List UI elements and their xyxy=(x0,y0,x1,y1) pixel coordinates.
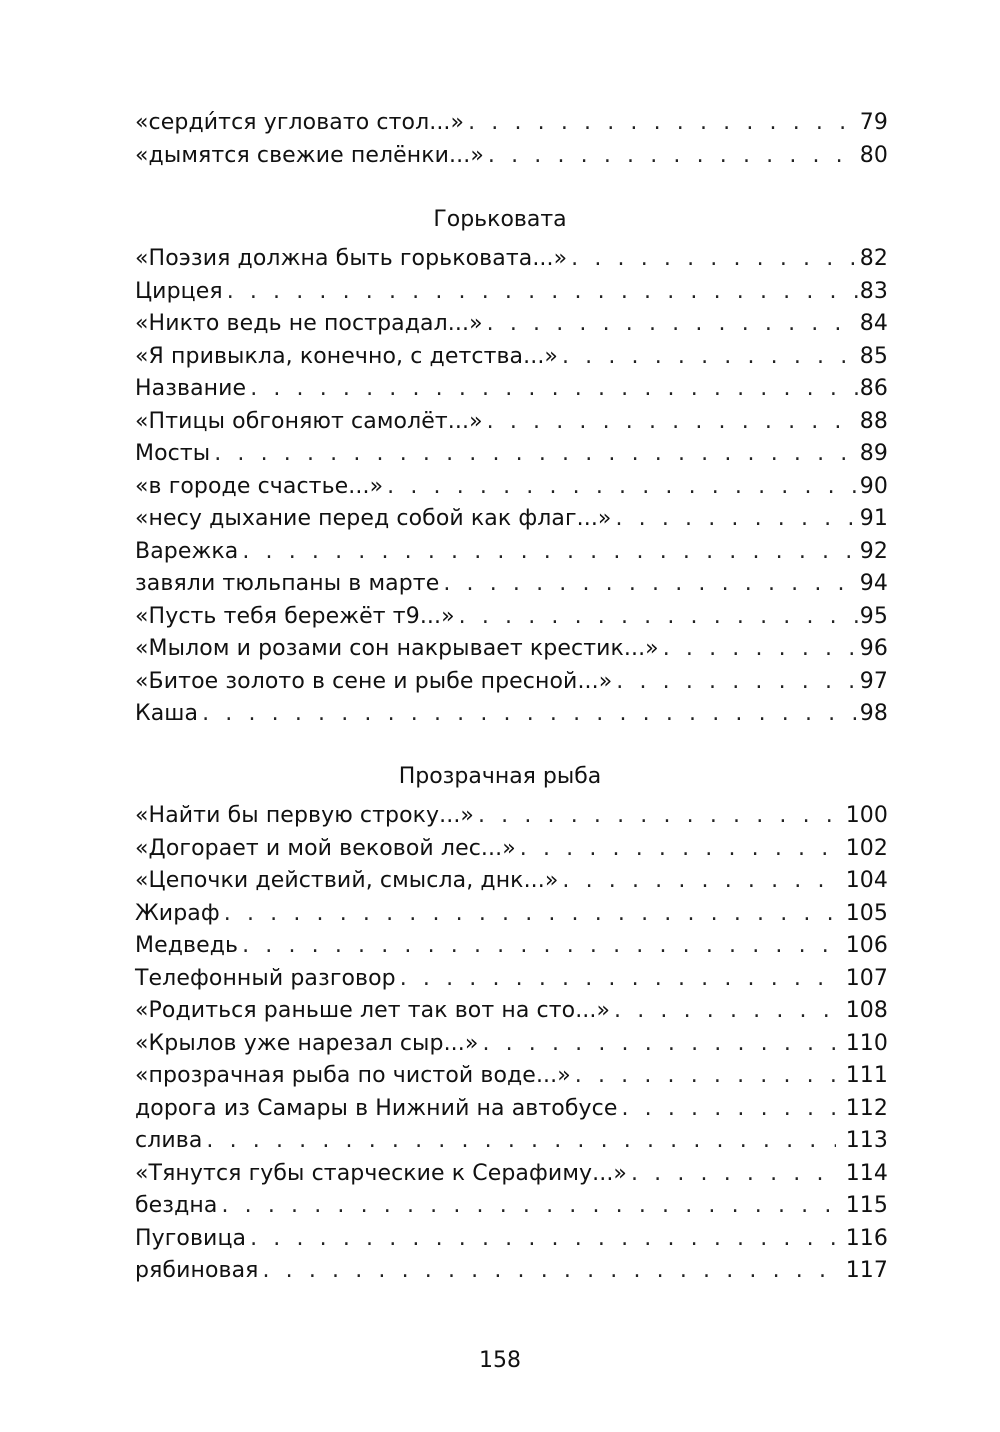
toc-entry-title: «Битое золото в сене и рыбе пресной...» xyxy=(135,668,613,694)
toc-entry-title: бездна xyxy=(135,1193,218,1218)
toc-entry-page: 95 xyxy=(859,603,888,629)
toc-entry-page: 111 xyxy=(845,1063,888,1088)
toc-entry-title: Цирцея xyxy=(135,278,223,304)
toc-entry xyxy=(135,865,888,898)
toc-entry xyxy=(135,471,888,504)
toc-top-entries xyxy=(135,107,888,172)
leader-dots xyxy=(250,373,858,406)
toc-entry xyxy=(135,833,888,866)
toc-entry-page: 113 xyxy=(845,1128,888,1153)
toc-entry xyxy=(135,601,888,634)
toc-entry xyxy=(135,633,888,666)
toc-entry-title: Телефонный разговор xyxy=(135,965,396,991)
toc-entry-page: 84 xyxy=(859,311,888,336)
leader-dots xyxy=(615,503,857,536)
toc-entry-page: 104 xyxy=(845,868,888,893)
toc-entry-title: «Поэзия должна быть горьковата...» xyxy=(135,246,568,271)
leader-dots xyxy=(575,1060,836,1093)
toc-entry xyxy=(135,276,888,309)
leader-dots xyxy=(488,140,858,173)
toc-entry-title: Название xyxy=(135,376,247,401)
toc-section-prozrachnaya-ryba xyxy=(135,800,888,1288)
leader-dots xyxy=(242,930,836,963)
toc-entry xyxy=(135,963,888,996)
toc-entry-title: «Крылов уже нарезал сыр...» xyxy=(135,1030,479,1056)
toc-entry-page: 116 xyxy=(845,1225,888,1251)
leader-dots xyxy=(520,833,836,866)
leader-dots xyxy=(631,1158,836,1191)
toc-entry xyxy=(135,568,888,601)
toc-entry-title: «Никто ведь не пострадал...» xyxy=(135,311,483,336)
toc-entry xyxy=(135,1223,888,1256)
leader-dots xyxy=(468,107,858,140)
toc-entry-page: 105 xyxy=(845,900,888,926)
toc-entry-title: «в городе счастье...» xyxy=(135,473,384,499)
leader-dots xyxy=(614,995,836,1028)
leader-dots xyxy=(663,633,858,666)
toc-entry-title: «дымятся свежие пелёнки...» xyxy=(135,142,484,168)
toc-entry xyxy=(135,308,888,341)
leader-dots xyxy=(400,963,836,996)
leader-dots xyxy=(562,865,836,898)
toc-entry xyxy=(135,536,888,569)
toc-entry-title: «Птицы обгоняют самолёт...» xyxy=(135,408,483,434)
leader-dots xyxy=(562,341,858,374)
leader-dots xyxy=(263,1255,837,1288)
toc-entry-title: «несу дыхание перед собой как флаг...» xyxy=(135,506,612,531)
toc-entry-page: 83 xyxy=(859,278,888,304)
toc-entry xyxy=(135,1093,888,1126)
toc-entry-title: «Догорает и мой вековой лес...» xyxy=(135,835,516,861)
leader-dots xyxy=(221,1190,836,1223)
toc-entry-page: 102 xyxy=(845,835,888,861)
toc-entry-page: 80 xyxy=(859,142,888,168)
toc-entry xyxy=(135,107,888,140)
toc-entry-page: 97 xyxy=(859,668,888,694)
toc-section-gorkovata xyxy=(135,243,888,731)
toc-entry-page: 114 xyxy=(845,1160,888,1186)
leader-dots xyxy=(250,1223,836,1256)
toc-entry-page: 106 xyxy=(845,933,888,958)
toc-entry-page: 100 xyxy=(845,803,888,828)
section-heading: Горьковата xyxy=(433,207,567,232)
toc-entry-title: Варежка xyxy=(135,538,239,564)
toc-entry-page: 108 xyxy=(845,998,888,1023)
toc-entry-title: «Пусть тебя бережёт т9...» xyxy=(135,603,455,629)
leader-dots xyxy=(482,1028,836,1061)
toc-entry-page: 98 xyxy=(859,701,888,726)
toc-entry xyxy=(135,373,888,406)
toc-entry-title: «Тянутся губы старческие к Серафиму...» xyxy=(135,1160,627,1186)
toc-entry-title: «серди́тся угловато стол...» xyxy=(135,110,465,135)
toc-entry xyxy=(135,406,888,439)
toc-entry-page: 117 xyxy=(845,1258,888,1283)
toc-entry xyxy=(135,140,888,173)
toc-entry-page: 82 xyxy=(859,246,888,271)
toc-entry-title: Жираф xyxy=(135,900,220,926)
leader-dots xyxy=(487,406,858,439)
toc-entry xyxy=(135,1060,888,1093)
toc-entry-page: 107 xyxy=(845,965,888,991)
leader-dots xyxy=(487,308,858,341)
toc-entry-title: слива xyxy=(135,1128,203,1153)
leader-dots xyxy=(478,800,836,833)
section-heading: Прозрачная рыба xyxy=(398,764,602,789)
leader-dots xyxy=(214,438,858,471)
leader-dots xyxy=(202,698,858,731)
toc-entry xyxy=(135,503,888,536)
toc-entry xyxy=(135,438,888,471)
toc-entry-page: 88 xyxy=(859,408,888,434)
toc-entry-title: Медведь xyxy=(135,933,239,958)
toc-entry xyxy=(135,243,888,276)
toc-entry xyxy=(135,930,888,963)
toc-entry-title: «Я привыкла, конечно, с детства...» xyxy=(135,343,558,369)
toc-entry-title: «Родиться раньше лет так вот на сто...» xyxy=(135,998,611,1023)
toc-entry-page: 96 xyxy=(859,636,888,661)
leader-dots xyxy=(621,1093,836,1126)
toc-entry-page: 115 xyxy=(845,1193,888,1218)
leader-dots xyxy=(571,243,858,276)
toc-entry-title: Мосты xyxy=(135,441,211,466)
toc-entry-title: дорога из Самары в Нижний на автобусе xyxy=(135,1095,618,1121)
toc-entry xyxy=(135,995,888,1028)
toc-entry xyxy=(135,898,888,931)
toc-entry-title: «прозрачная рыба по чистой воде...» xyxy=(135,1063,571,1088)
leader-dots xyxy=(443,568,857,601)
toc-entry xyxy=(135,1158,888,1191)
leader-dots xyxy=(224,898,836,931)
toc-entry xyxy=(135,1028,888,1061)
leader-dots xyxy=(227,276,858,309)
toc-entry-title: Пуговица xyxy=(135,1225,247,1251)
toc-entry-page: 91 xyxy=(859,506,888,531)
leader-dots xyxy=(459,601,858,634)
toc-entry-page: 79 xyxy=(859,110,888,135)
page-number: 158 xyxy=(479,1348,521,1373)
toc-entry xyxy=(135,1255,888,1288)
toc-entry-title: Каша xyxy=(135,701,199,726)
toc-entry-page: 85 xyxy=(859,343,888,369)
leader-dots xyxy=(242,536,857,569)
toc-entry xyxy=(135,1125,888,1158)
toc-entry-title: «Найти бы первую строку...» xyxy=(135,803,474,828)
toc-entry-page: 90 xyxy=(859,473,888,499)
leader-dots xyxy=(206,1125,836,1158)
leader-dots xyxy=(387,471,858,504)
toc-entry xyxy=(135,1190,888,1223)
toc-entry-page: 94 xyxy=(859,571,888,596)
toc-entry-title: рябиновая xyxy=(135,1258,259,1283)
toc-entry xyxy=(135,666,888,699)
toc-entry-title: «Цепочки действий, смысла, днк...» xyxy=(135,868,559,893)
toc-entry xyxy=(135,800,888,833)
toc-entry-page: 86 xyxy=(859,376,888,401)
toc-entry-page: 112 xyxy=(845,1095,888,1121)
toc-entry-title: «Мылом и розами сон накрывает крестик...» xyxy=(135,636,659,661)
toc-entry-page: 92 xyxy=(859,538,888,564)
toc-entry-page: 89 xyxy=(859,441,888,466)
toc-entry xyxy=(135,698,888,731)
toc-entry xyxy=(135,341,888,374)
leader-dots xyxy=(616,666,858,699)
toc-entry-title: завяли тюльпаны в марте xyxy=(135,571,440,596)
toc-entry-page: 110 xyxy=(845,1030,888,1056)
